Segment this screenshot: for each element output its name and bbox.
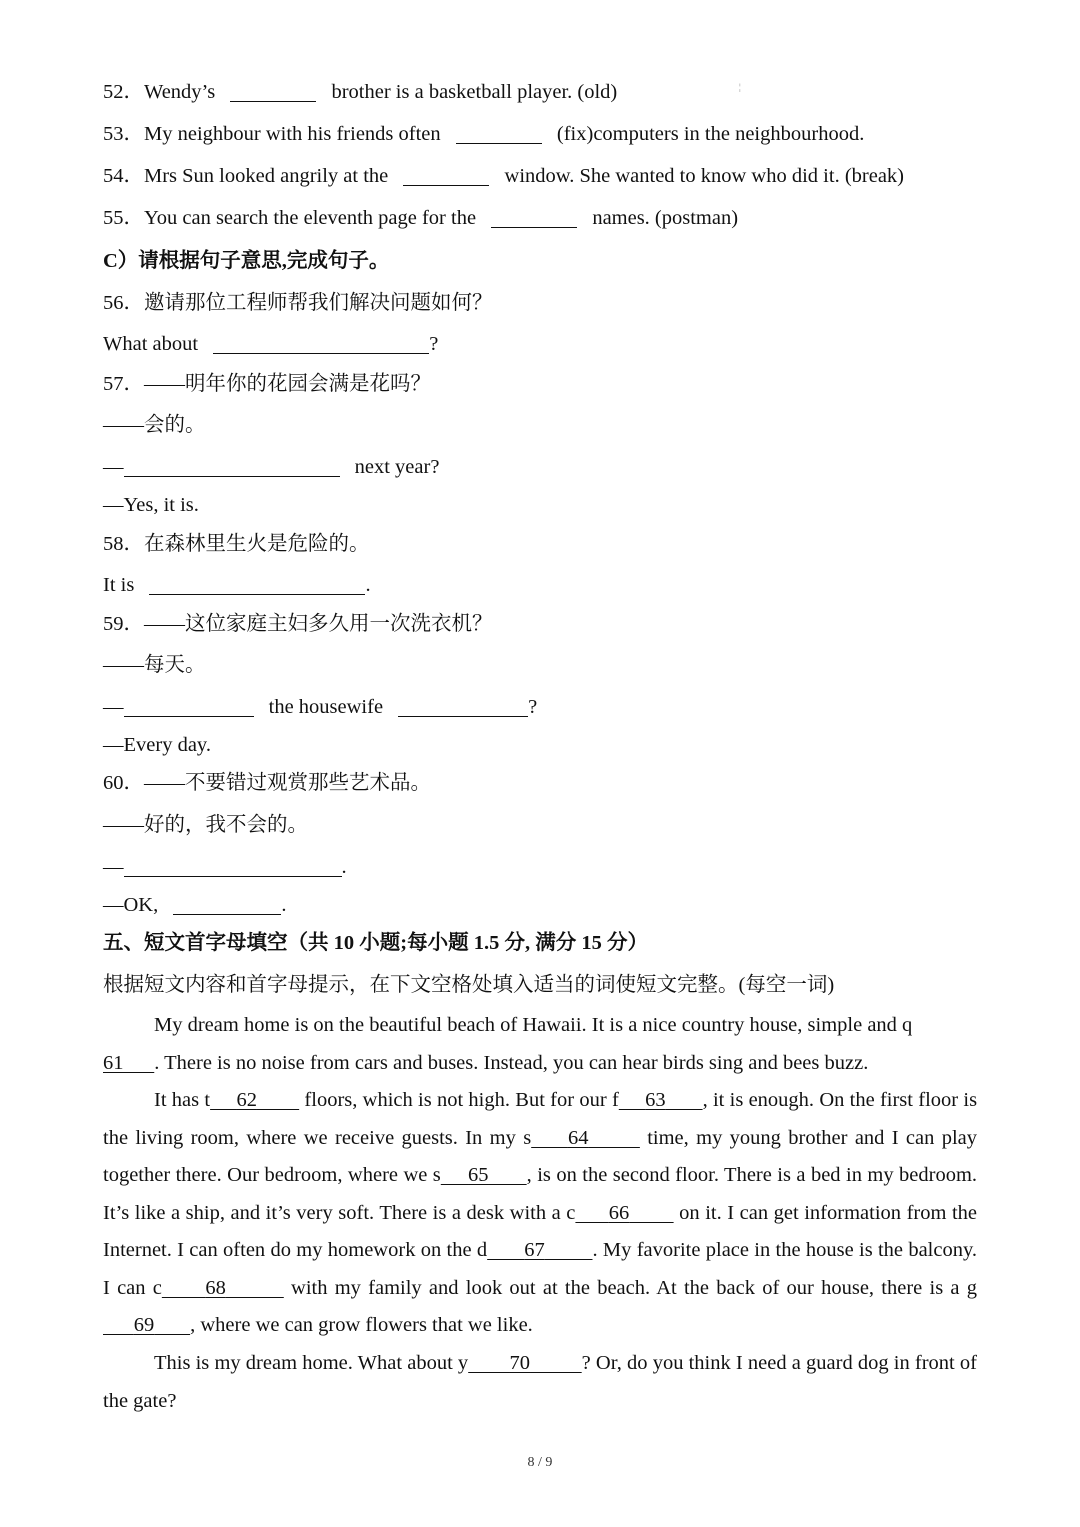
q60-prompt: 60．——不要错过观赏那些艺术品。 — [103, 772, 431, 794]
p2-text-c: , it is enough. On the first floor is the living room, where we receive guests. In my s — [103, 1089, 978, 1149]
q59-blank-2[interactable] — [398, 696, 528, 717]
blank-67[interactable]: 67 — [524, 1239, 545, 1261]
page-number: 8 / 9 — [527, 1455, 553, 1470]
blank-65[interactable]: 65 — [468, 1164, 489, 1186]
p2-text-h: with my family and look out at the beach. At the back of our house, there is a g — [283, 1276, 978, 1299]
q60-blank-1[interactable] — [124, 856, 342, 877]
q58-prompt: 58．在森林里生火是危险的。 — [103, 533, 370, 555]
q53-number: 53． — [103, 123, 144, 145]
blank-62[interactable]: 62 — [236, 1089, 257, 1111]
q53-before: My neighbour with his friends often — [144, 123, 441, 145]
p2-text-f: on it. I can get information from the Internet. I can often do my homework on the d — [103, 1201, 978, 1261]
q57-dash: — — [103, 456, 124, 478]
blank-70[interactable]: 70 — [509, 1352, 531, 1374]
p2-text-b: floors, which is not high. But for our f — [299, 1089, 619, 1111]
q60-blank-2[interactable] — [173, 894, 281, 915]
q60-answer-line — [103, 853, 980, 881]
q57-blank[interactable] — [124, 456, 340, 477]
q60-dash: — — [103, 856, 124, 878]
q56-blank[interactable] — [213, 333, 429, 354]
question-52 — [103, 78, 980, 106]
q59-middle: the housewife — [268, 696, 384, 718]
q55-number: 55． — [103, 207, 144, 229]
q53-blank[interactable] — [456, 123, 542, 144]
q58-answer-before: It is — [103, 574, 135, 596]
q59-reply-cn: ——每天。 — [103, 654, 206, 676]
q59-blank-1[interactable] — [124, 696, 254, 717]
question-54 — [103, 162, 980, 190]
q55-blank[interactable] — [491, 207, 577, 228]
q57-reply-cn: ——会的。 — [103, 414, 206, 436]
p3-text-a: This is my dream home. What about y — [154, 1352, 469, 1374]
q56-answer-before: What about — [103, 333, 199, 355]
p3-text-b: ? Or, do you think I need a guard dog in front of the gate? — [103, 1352, 977, 1412]
q58-blank[interactable] — [149, 574, 365, 595]
q52-blank[interactable] — [230, 81, 316, 102]
p2-text-d: time, my young brother and I can play together there. Our bedroom, where we s — [103, 1126, 978, 1186]
q59-prompt: 59．——这位家庭主妇多久用一次洗衣机？ — [103, 613, 493, 635]
q59-answer-after: ? — [528, 696, 538, 718]
passage-paragraph-3 — [103, 1345, 977, 1420]
q54-after: window. She wanted to know who did it. (break) — [504, 165, 905, 187]
q54-before: Mrs Sun looked angrily at the — [144, 165, 389, 187]
q60-reply-line — [103, 891, 980, 919]
q57-answer-after: next year? — [354, 456, 440, 478]
stray-mark: ¦ — [739, 82, 741, 92]
q58-answer-after: . — [365, 574, 371, 596]
q56-prompt: 56．邀请那位工程师帮我们解决问题如何？ — [103, 292, 493, 314]
q52-after: brother is a basketball player. (old) — [331, 81, 618, 103]
blank-69[interactable]: 69 — [133, 1314, 155, 1336]
q55-after: names. (postman) — [592, 207, 739, 229]
p1-text-b: . There is no noise from cars and buses. Instead, you can hear birds sing and bees buzz. — [154, 1051, 869, 1074]
blank-64[interactable]: 64 — [567, 1126, 589, 1149]
q56-answer-line — [103, 330, 980, 358]
section-5-instruction: 根据短文内容和首字母提示，在下文空格处填入适当的词使短文完整。(每空一词) — [103, 974, 835, 996]
q58-answer-line — [103, 571, 980, 599]
blank-66[interactable]: 66 — [608, 1201, 630, 1224]
q52-before: Wendy’s — [144, 81, 216, 103]
p2-text-g: . My favorite place in the house is the balcony. I can c — [103, 1239, 978, 1299]
q53-after: (fix)computers in the neighbourhood. — [556, 123, 865, 145]
p2-text-i: , where we can grow flowers that we like. — [190, 1314, 533, 1336]
q57-answer-line — [103, 453, 980, 481]
q60-reply-before: —OK, — [103, 894, 159, 916]
q60-reply-cn: ——好的，我不会的。 — [103, 814, 308, 836]
question-53 — [103, 120, 980, 148]
q54-blank[interactable] — [403, 165, 489, 186]
question-55 — [103, 204, 980, 232]
q59-answer-line — [103, 693, 980, 721]
p2-text-a: It has t — [154, 1089, 211, 1111]
q59-reply-en: —Every day. — [103, 734, 211, 756]
q54-number: 54． — [103, 165, 144, 187]
passage-paragraph-2 — [103, 1082, 977, 1345]
p1-text-a: My dream home is on the beautiful beach of Hawaii. It is a nice country house, simple and q — [154, 1014, 913, 1036]
q59-dash: — — [103, 696, 124, 718]
q56-answer-after: ? — [429, 333, 439, 355]
q52-number: 52． — [103, 81, 144, 103]
q60-answer-after: . — [341, 856, 347, 878]
passage-paragraph-1 — [103, 1007, 977, 1082]
section-5-heading: 五、短文首字母填空（共 10 小题;每小题 1.5 分, 满分 15 分） — [103, 932, 648, 954]
blank-68[interactable]: 68 — [205, 1276, 226, 1299]
section-c-heading: C）请根据句子意思,完成句子。 — [103, 250, 390, 272]
p2-text-e: , is on the second floor. There is a bed in my bedroom. It’s like a ship, and it’s very soft. There is a desk with a c — [103, 1164, 978, 1224]
q55-before: You can search the eleventh page for the — [144, 207, 477, 229]
q57-reply-en: —Yes, it is. — [103, 494, 199, 516]
q60-reply-after: . — [281, 894, 287, 916]
blank-61[interactable]: 61 — [103, 1051, 124, 1074]
blank-63[interactable]: 63 — [645, 1089, 666, 1111]
q57-prompt: 57．——明年你的花园会满是花吗？ — [103, 373, 431, 395]
